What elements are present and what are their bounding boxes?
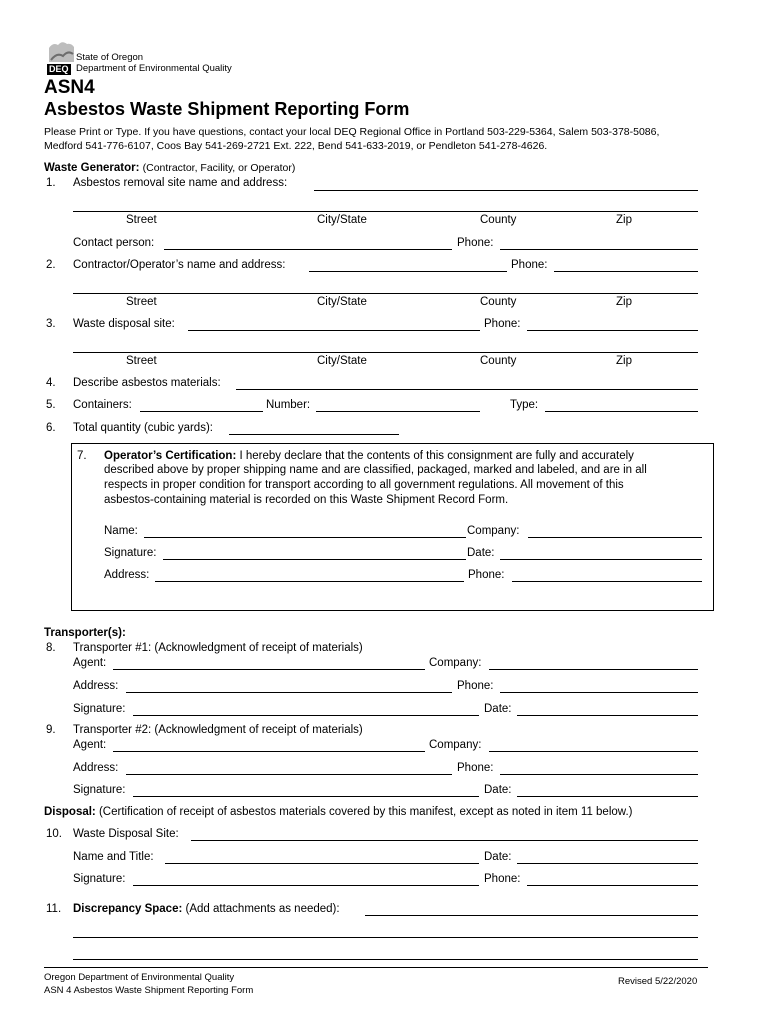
q2-street-caption: Street (126, 296, 157, 308)
footer-agency: Oregon Department of Environmental Quality (44, 972, 235, 983)
q11-heading: Discrepancy Space: (73, 903, 183, 915)
t2-company-field[interactable] (489, 751, 698, 752)
t2-agent-label: Agent: (73, 739, 107, 751)
t1-signature-label: Signature: (73, 703, 126, 715)
cert-signature-label: Signature: (104, 547, 157, 559)
cert-name-label: Name: (104, 525, 138, 537)
q5-type-field[interactable] (545, 411, 698, 412)
disposal-name-title-label: Name and Title: (73, 851, 154, 863)
cert-signature-field[interactable] (163, 559, 466, 560)
q4-number: 4. (46, 377, 56, 389)
t2-signature-field[interactable] (133, 796, 479, 797)
q2-label: Contractor/Operator’s name and address: (73, 259, 286, 271)
contact-phone-label: Phone: (457, 237, 494, 249)
t2-date-field[interactable] (517, 796, 698, 797)
q2-county-caption: County (480, 296, 517, 308)
q1-zip-caption: Zip (616, 214, 632, 226)
q5-type-label: Type: (510, 399, 539, 411)
cert-date-field[interactable] (500, 559, 702, 560)
agency-department: Department of Environmental Quality (76, 63, 232, 74)
footer-form-name: ASN 4 Asbestos Waste Shipment Reporting Form (44, 985, 254, 996)
q6-quantity-field[interactable] (229, 434, 399, 435)
q3-city-caption: City/State (317, 355, 367, 367)
q4-materials-field[interactable] (236, 389, 698, 390)
disposal-name-title-field[interactable] (165, 863, 479, 864)
q3-label: Waste disposal site: (73, 318, 175, 330)
t1-date-label: Date: (484, 703, 512, 715)
q3-address-field[interactable] (73, 352, 698, 353)
q3-number: 3. (46, 318, 56, 330)
t1-date-field[interactable] (517, 715, 698, 716)
t2-phone-label: Phone: (457, 762, 494, 774)
certification-text-line-1 (104, 450, 634, 462)
q10-number: 10. (46, 828, 62, 840)
cert-company-field[interactable] (528, 537, 702, 538)
contact-person-field[interactable] (164, 249, 452, 250)
page-title: Asbestos Waste Shipment Reporting Form (44, 99, 410, 119)
q2-phone-label: Phone: (511, 259, 548, 271)
t1-agent-field[interactable] (113, 669, 425, 670)
footer-divider (44, 967, 708, 968)
instructions-line-1: Please Print or Type. If you have questions, contact your local DEQ Regional Office in Portland 503-229-5364, Salem 503-378-5086, (44, 126, 660, 138)
q6-number: 6. (46, 422, 56, 434)
disposal-signature-field[interactable] (133, 885, 479, 886)
q5-number: 5. (46, 399, 56, 411)
disposal-heading-text: Disposal: (44, 806, 96, 818)
generator-heading (44, 162, 295, 174)
cert-company-label: Company: (467, 525, 520, 537)
contact-phone-field[interactable] (500, 249, 698, 250)
t2-agent-field[interactable] (113, 751, 425, 752)
certification-heading: Operator’s Certification: (104, 450, 237, 462)
q9-number: 9. (46, 724, 56, 736)
disposal-date-field[interactable] (517, 863, 698, 864)
q1-county-caption: County (480, 214, 517, 226)
discrepancy-field-line-2[interactable] (73, 937, 698, 938)
q2-city-caption: City/State (317, 296, 367, 308)
q2-name-field[interactable] (309, 271, 507, 272)
t1-address-label: Address: (73, 680, 119, 692)
certification-text-line-3: respects in proper condition for transport according to all government regulations. All movement of this (104, 479, 624, 491)
q2-number: 2. (46, 259, 56, 271)
q1-label: Asbestos removal site name and address: (73, 177, 288, 189)
disposal-signature-label: Signature: (73, 873, 126, 885)
q5-containers-label: Containers: (73, 399, 132, 411)
q1-address-field[interactable] (73, 211, 698, 212)
cert-date-label: Date: (467, 547, 495, 559)
oregon-deq-logo-icon (47, 38, 75, 64)
q5-number-field[interactable] (316, 411, 480, 412)
q3-phone-field[interactable] (527, 330, 698, 331)
cert-name-field[interactable] (144, 537, 466, 538)
cert-phone-label: Phone: (468, 569, 505, 581)
form-code: ASN4 (44, 77, 95, 98)
q3-zip-caption: Zip (616, 355, 632, 367)
t1-address-field[interactable] (126, 692, 452, 693)
t2-address-field[interactable] (126, 774, 452, 775)
disposal-date-label: Date: (484, 851, 512, 863)
q5-containers-field[interactable] (140, 411, 263, 412)
q1-city-caption: City/State (317, 214, 367, 226)
agency-state: State of Oregon (76, 52, 144, 63)
transporter-1-title: Transporter #1: (Acknowledgment of receipt of materials) (73, 642, 363, 654)
deq-badge: DEQ (49, 64, 69, 74)
t2-phone-field[interactable] (500, 774, 698, 775)
t2-date-label: Date: (484, 784, 512, 796)
generator-heading-note: (Contractor, Facility, or Operator) (142, 162, 296, 174)
q7-number: 7. (77, 450, 87, 462)
q1-street-caption: Street (126, 214, 157, 226)
q3-phone-label: Phone: (484, 318, 521, 330)
q11-label (73, 903, 340, 915)
q2-zip-caption: Zip (616, 296, 632, 308)
t2-address-label: Address: (73, 762, 119, 774)
disposal-phone-label: Phone: (484, 873, 521, 885)
transporters-heading: Transporter(s): (44, 627, 126, 639)
t1-company-field[interactable] (489, 669, 698, 670)
t2-company-label: Company: (429, 739, 482, 751)
certification-text-1: I hereby declare that the contents of this consignment are fully and accurately (236, 450, 634, 462)
disposal-phone-field[interactable] (527, 885, 698, 886)
footer-revised: Revised 5/22/2020 (618, 976, 698, 987)
discrepancy-field-line-3[interactable] (73, 959, 698, 960)
t1-agent-label: Agent: (73, 657, 107, 669)
disposal-heading-note: (Certification of receipt of asbestos materials covered by this manifest, except as noted in item 11 below.) (95, 806, 633, 818)
q1-site-field[interactable] (314, 190, 698, 191)
t2-signature-label: Signature: (73, 784, 126, 796)
q2-address-field[interactable] (73, 293, 698, 294)
q3-street-caption: Street (126, 355, 157, 367)
generator-heading-text: Waste Generator: (44, 162, 140, 174)
q4-label: Describe asbestos materials: (73, 377, 221, 389)
q10-site-field[interactable] (191, 840, 698, 841)
disposal-heading (44, 806, 632, 818)
q11-note: (Add attachments as needed): (182, 903, 340, 915)
certification-text-line-2: described above by proper shipping name and are classified, packaged, marked and labeled, and are in all (104, 464, 647, 476)
certification-text-line-4: asbestos-containing material is recorded on this Waste Shipment Record Form. (104, 494, 509, 506)
t1-phone-field[interactable] (500, 692, 698, 693)
q10-label: Waste Disposal Site: (73, 828, 179, 840)
instructions-line-2: Medford 541-776-6107, Coos Bay 541-269-2721 Ext. 222, Bend 541-633-2019, or Pendleton 541-278-4626. (44, 140, 548, 152)
cert-phone-field[interactable] (512, 581, 702, 582)
t1-signature-field[interactable] (133, 715, 479, 716)
t1-company-label: Company: (429, 657, 482, 669)
discrepancy-field-line-1[interactable] (365, 915, 698, 916)
q5-number-label: Number: (266, 399, 311, 411)
cert-address-label: Address: (104, 569, 150, 581)
q6-label: Total quantity (cubic yards): (73, 422, 213, 434)
transporter-2-title: Transporter #2: (Acknowledgment of receipt of materials) (73, 724, 363, 736)
q11-number: 11. (46, 903, 62, 915)
cert-address-field[interactable] (155, 581, 464, 582)
q3-site-field[interactable] (188, 330, 480, 331)
q1-number: 1. (46, 177, 56, 189)
q3-county-caption: County (480, 355, 517, 367)
q2-phone-field[interactable] (554, 271, 698, 272)
contact-person-label: Contact person: (73, 237, 155, 249)
q8-number: 8. (46, 642, 56, 654)
t1-phone-label: Phone: (457, 680, 494, 692)
